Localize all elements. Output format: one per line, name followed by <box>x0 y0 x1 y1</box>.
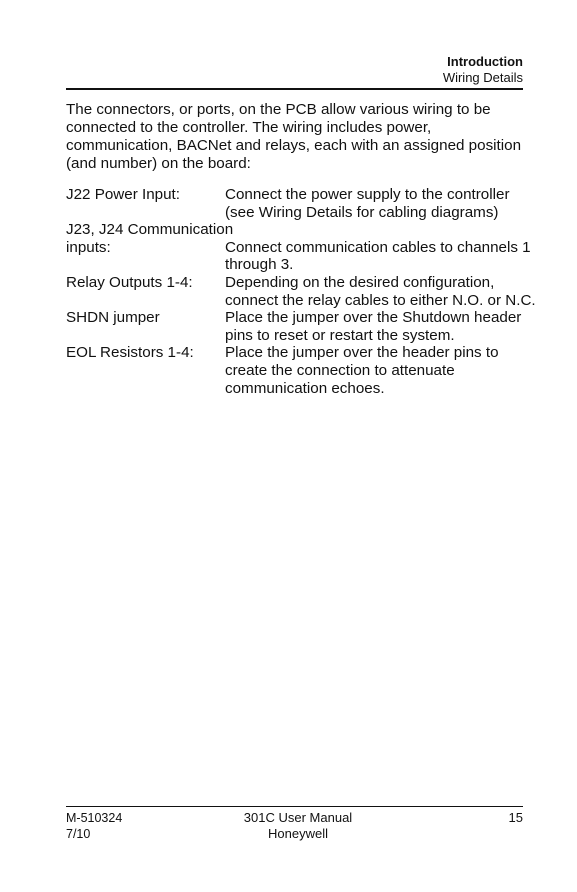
header-section-title: Introduction <box>447 54 523 69</box>
company-name: Honeywell <box>268 826 328 841</box>
definition-j22 <box>66 186 536 221</box>
description-line: (see Wiring Details for cabling diagrams) <box>225 203 499 221</box>
description-line: through 3. <box>225 256 294 274</box>
header-divider <box>66 88 523 90</box>
page-number: 15 <box>508 810 523 825</box>
footer-doc-info <box>66 810 122 842</box>
description-line: Connect communication cables to channels 1 <box>225 238 531 256</box>
definition-eol-resistors <box>66 344 536 397</box>
description-line: Connect the power supply to the controller <box>225 186 510 203</box>
document-number: M-510324 <box>66 811 123 825</box>
description-line: pins to reset or restart the system. <box>225 326 455 344</box>
description-line: connect the relay cables to either N.O. or N.C. <box>225 291 536 309</box>
footer-title-block <box>230 810 366 842</box>
definition-term: SHDN jumper <box>66 309 160 327</box>
definition-relay-outputs <box>66 274 536 309</box>
definition-term: EOL Resistors 1-4: <box>66 344 194 362</box>
definition-term: Relay Outputs 1-4: <box>66 273 193 291</box>
definition-term-line: J23, J24 Communication <box>66 221 234 239</box>
definition-j23-j24 <box>66 239 536 274</box>
description-line: Place the jumper over the Shutdown header <box>225 309 522 327</box>
definition-description <box>225 344 536 397</box>
description-line: communication echoes. <box>225 379 385 397</box>
definition-term: inputs: <box>66 238 111 256</box>
definition-term: J22 Power Input: <box>66 186 180 203</box>
connector-definition-list <box>66 186 536 397</box>
definition-description <box>225 274 536 309</box>
footer-divider <box>66 806 523 807</box>
definition-shdn-jumper <box>66 309 536 344</box>
definition-description <box>225 186 536 221</box>
description-line: Place the jumper over the header pins to <box>225 344 499 362</box>
description-line: create the connection to attenuate <box>225 361 455 379</box>
header-subsection-title: Wiring Details <box>442 70 523 85</box>
revision-date: 7/10 <box>66 827 91 841</box>
definition-description <box>225 239 536 274</box>
definition-description <box>225 309 536 344</box>
running-header <box>443 54 523 86</box>
description-line: Depending on the desired configuration, <box>225 273 495 291</box>
manual-title: 301C User Manual <box>243 810 353 825</box>
intro-paragraph: The connectors, or ports, on the PCB allow various wiring to be connected to the controller. The wiring includes power, communication, BACNet and relays, each with an assigned position (and number) on the board: <box>66 101 522 172</box>
